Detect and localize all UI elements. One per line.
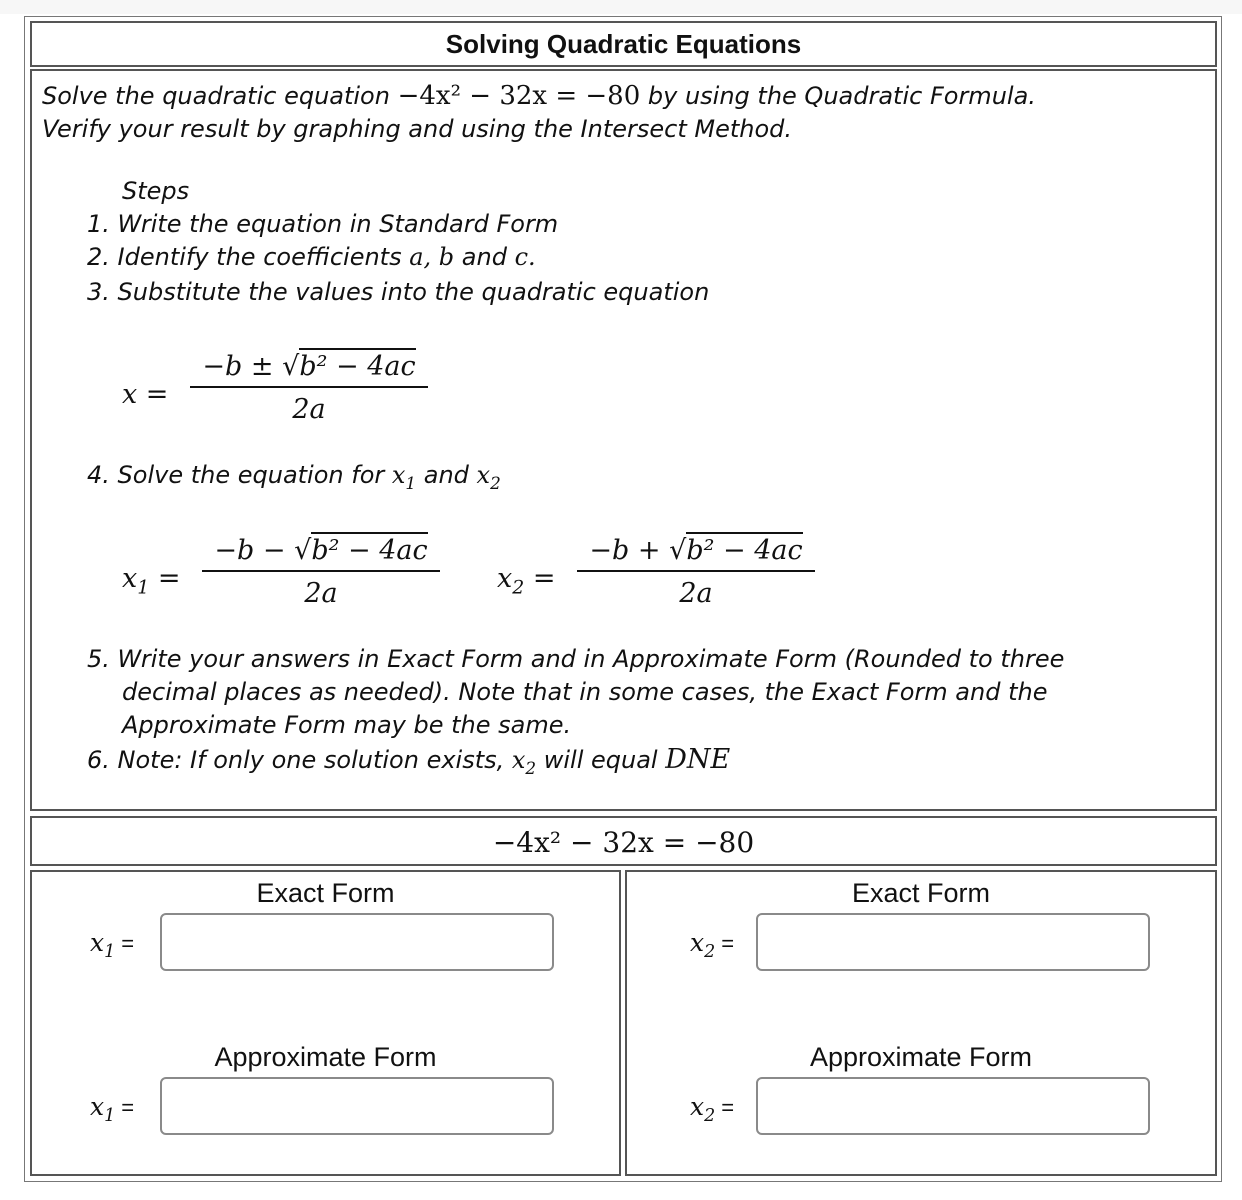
- step-5-line-1: 5. Write your answers in Exact Form and in Approximate Form (Rounded to three: [87, 645, 1065, 673]
- x2-exact-label: $x_2$ =: [690, 928, 735, 962]
- step-5-line-2: decimal places as needed). Note that in some cases, the Exact Form and the: [122, 678, 1048, 706]
- x2-exact-input[interactable]: [756, 913, 1150, 971]
- sqrt-symbol: √: [282, 351, 300, 382]
- x1-exact-input[interactable]: [160, 913, 554, 971]
- step-2-vars: a, b: [409, 243, 455, 271]
- x1-formula: −b − √b² − 4ac 2a: [202, 535, 440, 609]
- top-strip: [0, 0, 1242, 14]
- step-2-text: 2. Identify the coefficients: [87, 243, 410, 271]
- title-panel: [30, 21, 1217, 67]
- formula-x2-lhs: $x_2$ =: [497, 563, 556, 599]
- x1-approx-label: $x_1$ =: [90, 1092, 135, 1126]
- step-1: 1. Write the equation in Standard Form: [87, 210, 559, 238]
- instructions-panel: [30, 69, 1217, 811]
- exact-form-label-x2: Exact Form: [851, 878, 991, 908]
- x1-approx-input[interactable]: [160, 1077, 554, 1135]
- approx-form-label-x2: Approximate Form: [809, 1042, 1033, 1072]
- formula-denominator: 2a: [292, 394, 326, 425]
- steps-header: Steps: [122, 177, 190, 205]
- formula-x1-lhs: $x_1$ =: [122, 563, 181, 599]
- x1-exact-label: $x_1$ =: [90, 928, 135, 962]
- approx-form-label-x1: Approximate Form: [214, 1042, 437, 1072]
- step-2: [87, 243, 536, 271]
- exact-form-label-x1: Exact Form: [256, 878, 395, 908]
- formula-x-lhs: x =: [122, 379, 169, 410]
- step-2-c: c.: [514, 243, 536, 271]
- step-4: 4. Solve the equation for $x_1$ and $x_2$: [87, 461, 501, 493]
- answer-panel-x2: [625, 870, 1217, 1176]
- quadratic-formula: [190, 351, 428, 425]
- step-3: 3. Substitute the values into the quadratic equation: [87, 278, 710, 306]
- prompt-line-1: [42, 81, 1036, 111]
- prompt-line-2: Verify your result by graphing and using the Intersect Method.: [42, 115, 793, 143]
- equation-banner: [30, 816, 1217, 866]
- step-6: 6. Note: If only one solution exists, $x_2$ will equal DNE: [87, 744, 731, 778]
- dne-text: DNE: [665, 744, 731, 775]
- answer-panel-x1: [30, 870, 621, 1176]
- x2-approx-input[interactable]: [756, 1077, 1150, 1135]
- formula-radicand: b² − 4ac: [299, 348, 415, 382]
- fraction-bar: [190, 386, 428, 388]
- prompt-text-end: by using the Quadratic Formula.: [640, 82, 1036, 110]
- prompt-equation: −4x² − 32x = −80: [397, 81, 641, 111]
- x2-approx-label: $x_2$ =: [690, 1092, 735, 1126]
- formula-numerator: −b ± √b² − 4ac: [190, 351, 428, 382]
- x2-formula: −b + √b² − 4ac 2a: [577, 535, 815, 609]
- prompt-text-start: Solve the quadratic equation: [42, 82, 398, 110]
- equation-banner-text: −4x² − 32x = −80: [492, 826, 755, 859]
- step-5-line-3: Approximate Form may be the same.: [122, 711, 572, 739]
- step-2-and: and: [454, 243, 515, 271]
- page-title: Solving Quadratic Equations: [445, 29, 802, 59]
